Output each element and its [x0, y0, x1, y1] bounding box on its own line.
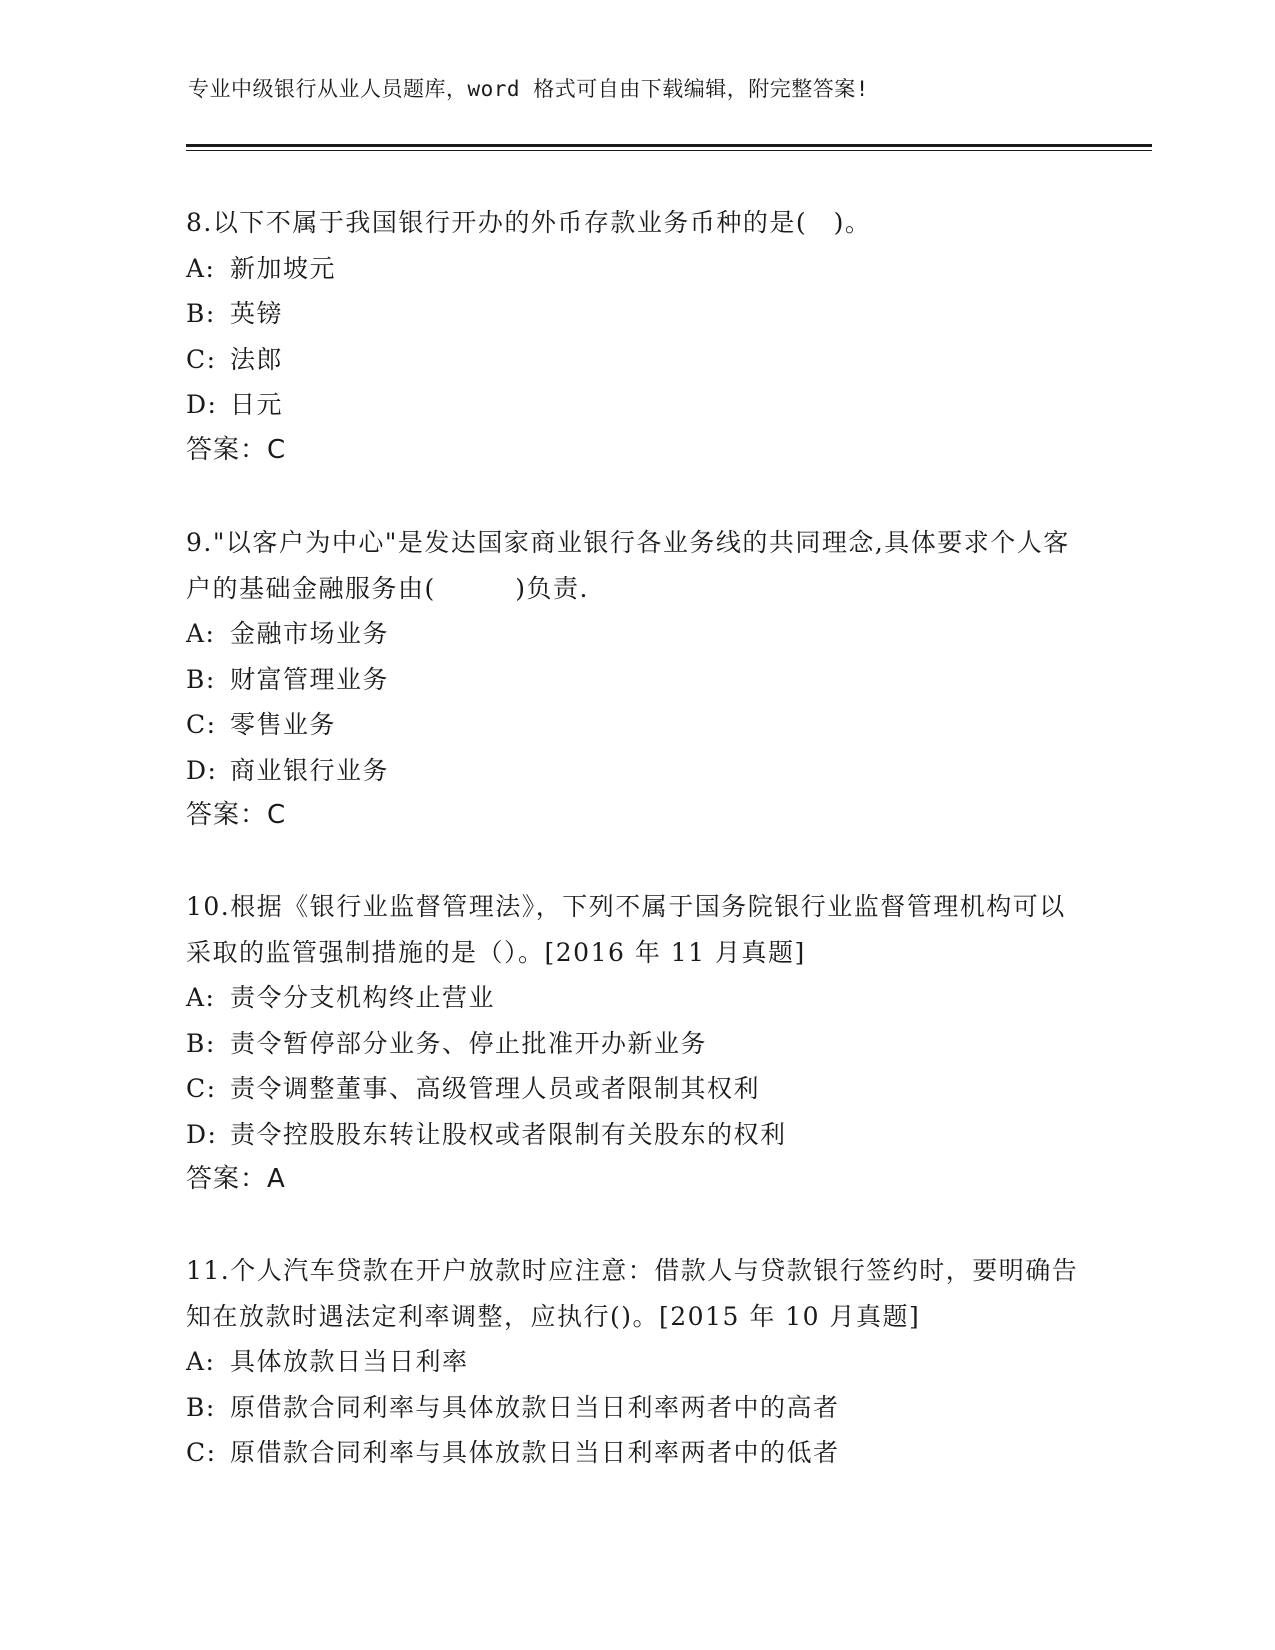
option-a	[186, 975, 1086, 1021]
option-text: 英镑	[230, 299, 284, 328]
option-d	[186, 748, 1086, 794]
answer-line: 答案：C	[186, 800, 287, 830]
option-text: 新加坡元	[230, 253, 337, 283]
page-header: 专业中级银行从业人员题库，word 格式可自由下载编辑，附完整答案!	[188, 77, 869, 101]
question-9	[186, 520, 1086, 839]
option-a	[186, 246, 1086, 292]
option-text: 法郎	[230, 344, 284, 374]
option-text: 金融市场业务	[230, 619, 390, 648]
question-10	[186, 884, 1086, 1203]
option-letter: C:	[186, 344, 217, 374]
option-text: 责令控股股东转让股权或者限制有关股东的权利	[230, 1119, 787, 1149]
option-letter: D:	[186, 755, 218, 785]
header-rule-thick	[186, 144, 1152, 147]
option-b	[186, 657, 1086, 703]
option-a	[186, 611, 1086, 657]
option-letter: C:	[186, 710, 217, 739]
option-text: 日元	[230, 390, 284, 419]
question-stem: 9."以客户为中心"是发达国家商业银行各业务线的共同理念,具体要求个人客户的基础金融服务由( )负责.	[186, 528, 1070, 603]
option-text: 商业银行业务	[230, 755, 390, 785]
question-stem: 10.根据《银行业监督管理法》，下列不属于国务院银行业监督管理机构可以采取的监管强制措施的是（）。[2016 年 11 月真题]	[186, 892, 1066, 967]
option-text: 原借款合同利率与具体放款日当日利率两者中的高者	[230, 1392, 840, 1422]
question-8	[186, 200, 1086, 473]
question-stem: 11.个人汽车贷款在开户放款时应注意：借款人与贷款银行签约时，要明确告知在放款时遇法定利率调整，应执行()。[2015 年 10 月真题]	[186, 1256, 1079, 1331]
option-text: 原借款合同利率与具体放款日当日利率两者中的低者	[230, 1438, 840, 1467]
question-11	[186, 1248, 1086, 1476]
option-letter: B:	[186, 1028, 216, 1058]
answer-line: 答案：A	[186, 1164, 286, 1194]
option-c	[186, 702, 1086, 748]
question-stem: 8.以下不属于我国银行开办的外币存款业务币种的是( )。	[186, 208, 872, 237]
option-c	[186, 337, 1086, 383]
option-letter: D:	[186, 1119, 218, 1149]
option-b	[186, 291, 1086, 337]
option-d	[186, 1112, 1086, 1158]
option-text: 责令分支机构终止营业	[230, 983, 496, 1012]
option-letter: B:	[186, 664, 216, 694]
option-text: 零售业务	[230, 710, 337, 739]
option-letter: A:	[186, 619, 216, 648]
option-text: 责令调整董事、高级管理人员或者限制其权利	[230, 1074, 761, 1103]
option-letter: A:	[186, 253, 216, 283]
option-c	[186, 1430, 1086, 1476]
option-letter: B:	[186, 299, 216, 328]
option-letter: C:	[186, 1074, 217, 1103]
option-letter: D:	[186, 390, 218, 419]
option-b	[186, 1021, 1086, 1067]
option-letter: B:	[186, 1392, 216, 1422]
answer-line: 答案：C	[186, 434, 287, 465]
option-text: 具体放款日当日利率	[230, 1347, 469, 1376]
option-d	[186, 382, 1086, 428]
option-text: 财富管理业务	[230, 664, 390, 694]
option-text: 责令暂停部分业务、停止批准开办新业务	[230, 1028, 708, 1058]
option-a	[186, 1339, 1086, 1385]
option-letter: A:	[186, 1347, 216, 1376]
option-c	[186, 1066, 1086, 1112]
option-letter: C:	[186, 1438, 217, 1467]
option-b	[186, 1385, 1086, 1431]
header-rule-thin	[186, 150, 1152, 151]
option-letter: A:	[186, 983, 216, 1012]
